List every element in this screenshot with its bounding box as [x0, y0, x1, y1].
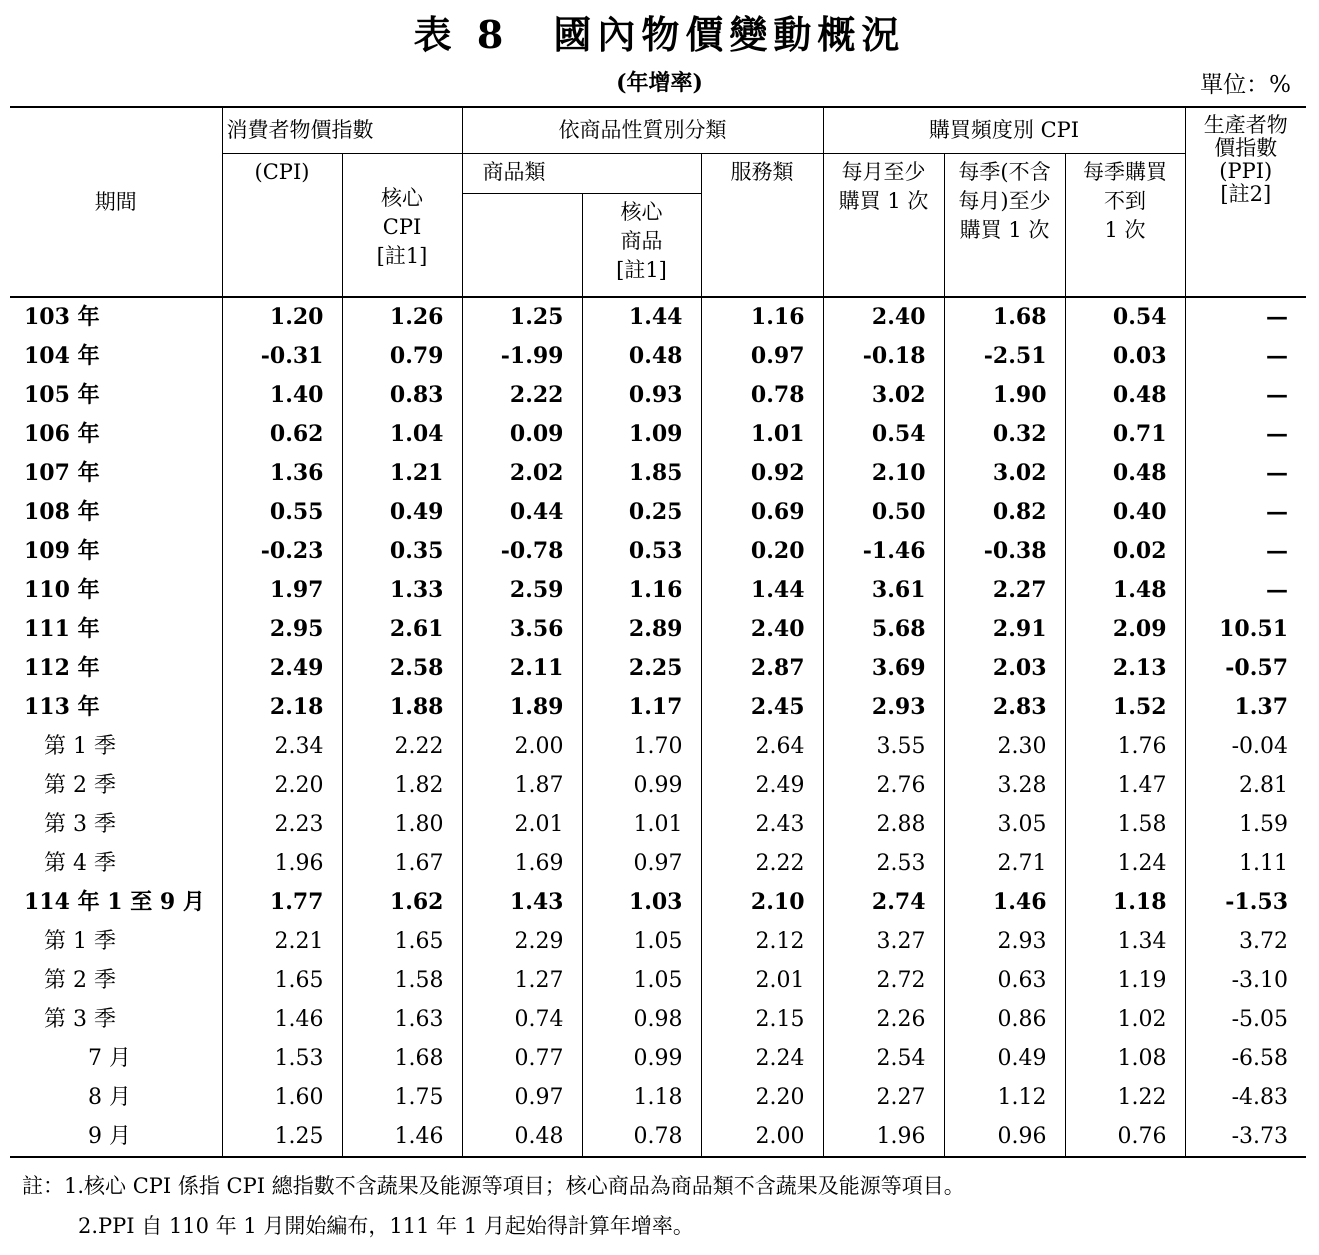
price-table [10, 106, 1306, 1158]
value-cell: 2.13 [1065, 649, 1185, 688]
value-cell: 0.32 [944, 415, 1065, 454]
value-cell: -0.78 [462, 532, 582, 571]
value-cell: 0.48 [462, 1117, 582, 1157]
value-cell: 2.71 [944, 844, 1065, 883]
table-row [10, 337, 1306, 376]
value-cell: 2.29 [462, 922, 582, 961]
value-cell: 0.74 [462, 1000, 582, 1039]
value-cell: 2.22 [701, 844, 823, 883]
value-cell: 1.24 [1065, 844, 1185, 883]
value-cell: 1.62 [342, 883, 462, 922]
value-cell: 1.04 [342, 415, 462, 454]
value-cell: 1.08 [1065, 1039, 1185, 1078]
value-cell: 0.79 [342, 337, 462, 376]
value-cell: 2.87 [701, 649, 823, 688]
value-cell: 0.48 [582, 337, 701, 376]
table-row [10, 766, 1306, 805]
value-cell: 2.43 [701, 805, 823, 844]
value-cell: 1.18 [1065, 883, 1185, 922]
period-cell: 114 年 1 至 9 月 [24, 889, 205, 915]
value-cell: 1.89 [462, 688, 582, 727]
value-cell: 2.30 [944, 727, 1065, 766]
value-cell: -2.51 [944, 337, 1065, 376]
value-cell: 2.88 [823, 805, 944, 844]
value-cell: 0.50 [823, 493, 944, 532]
value-cell: 2.40 [701, 610, 823, 649]
value-cell: 0.99 [582, 766, 701, 805]
value-cell: 1.01 [701, 415, 823, 454]
value-cell: -3.10 [1185, 961, 1306, 1000]
value-cell: 1.11 [1185, 844, 1306, 883]
value-cell: 3.72 [1185, 922, 1306, 961]
value-cell: 2.93 [944, 922, 1065, 961]
value-cell: 1.43 [462, 883, 582, 922]
value-cell: 1.02 [1065, 1000, 1185, 1039]
value-cell: 2.49 [701, 766, 823, 805]
value-cell: 1.36 [222, 454, 342, 493]
value-cell: -1.46 [823, 532, 944, 571]
header-quarterly: 每季(不含 每月)至少 購買 1 次 [944, 153, 1065, 297]
value-cell: -4.83 [1185, 1078, 1306, 1117]
value-cell: -3.73 [1185, 1117, 1306, 1157]
value-cell: 0.25 [582, 493, 701, 532]
value-cell: 2.10 [701, 883, 823, 922]
table-body [10, 297, 1306, 1157]
value-cell: 0.93 [582, 376, 701, 415]
value-cell: 1.17 [582, 688, 701, 727]
value-cell: 2.26 [823, 1000, 944, 1039]
header-cpi: (CPI) [222, 153, 342, 297]
value-cell: 2.00 [462, 727, 582, 766]
table-row [10, 493, 1306, 532]
value-cell: 0.97 [582, 844, 701, 883]
value-cell: -1.99 [462, 337, 582, 376]
period-cell: 第 2 季 [44, 773, 116, 798]
value-cell: — [1185, 454, 1306, 493]
value-cell: 1.03 [582, 883, 701, 922]
table-row [10, 961, 1306, 1000]
value-cell: 2.01 [701, 961, 823, 1000]
value-cell: 0.55 [222, 493, 342, 532]
value-cell: 1.87 [462, 766, 582, 805]
period-cell: 第 1 季 [44, 929, 116, 954]
value-cell: 0.49 [944, 1039, 1065, 1078]
value-cell: 0.99 [582, 1039, 701, 1078]
value-cell: 2.22 [462, 376, 582, 415]
period-cell: 105 年 [24, 382, 100, 408]
period-cell: 7 月 [88, 1046, 131, 1071]
table-row [10, 571, 1306, 610]
value-cell: 1.40 [222, 376, 342, 415]
value-cell: 1.70 [582, 727, 701, 766]
header-services: 服務類 [701, 153, 823, 297]
value-cell: -6.58 [1185, 1039, 1306, 1078]
period-cell: 第 2 季 [44, 968, 116, 993]
value-cell: 1.65 [342, 922, 462, 961]
header-goods-spacer [462, 193, 582, 297]
value-cell: 2.61 [342, 610, 462, 649]
value-cell: 0.53 [582, 532, 701, 571]
header-monthly: 每月至少 購買 1 次 [823, 153, 944, 297]
value-cell: 2.23 [222, 805, 342, 844]
value-cell: -1.53 [1185, 883, 1306, 922]
value-cell: 0.97 [462, 1078, 582, 1117]
value-cell: 1.68 [342, 1039, 462, 1078]
table-row [10, 532, 1306, 571]
value-cell: 1.22 [1065, 1078, 1185, 1117]
value-cell: — [1185, 415, 1306, 454]
table-row [10, 1039, 1306, 1078]
value-cell: 2.03 [944, 649, 1065, 688]
value-cell: 1.44 [582, 297, 701, 337]
table-row [10, 454, 1306, 493]
value-cell: 2.27 [823, 1078, 944, 1117]
value-cell: 2.10 [823, 454, 944, 493]
value-cell: 1.18 [582, 1078, 701, 1117]
value-cell: 3.69 [823, 649, 944, 688]
value-cell: 2.95 [222, 610, 342, 649]
value-cell: 2.15 [701, 1000, 823, 1039]
table-row [10, 922, 1306, 961]
value-cell: 2.02 [462, 454, 582, 493]
value-cell: 0.54 [823, 415, 944, 454]
period-cell: 第 4 季 [44, 851, 116, 876]
value-cell: 1.33 [342, 571, 462, 610]
value-cell: 2.45 [701, 688, 823, 727]
value-cell: 2.81 [1185, 766, 1306, 805]
value-cell: 2.93 [823, 688, 944, 727]
value-cell: 2.58 [342, 649, 462, 688]
period-cell: 103 年 [24, 304, 100, 330]
value-cell: 0.76 [1065, 1117, 1185, 1157]
header-ppi: 生產者物 價指數 (PPI) [註2] [1185, 107, 1306, 297]
value-cell: 2.89 [582, 610, 701, 649]
value-cell: 2.54 [823, 1039, 944, 1078]
value-cell: 1.59 [1185, 805, 1306, 844]
value-cell: 3.55 [823, 727, 944, 766]
value-cell: 1.88 [342, 688, 462, 727]
value-cell: 10.51 [1185, 610, 1306, 649]
value-cell: 1.82 [342, 766, 462, 805]
period-cell: 第 3 季 [44, 812, 116, 837]
value-cell: 1.76 [1065, 727, 1185, 766]
period-cell: 110 年 [24, 577, 100, 603]
value-cell: 0.63 [944, 961, 1065, 1000]
value-cell: 1.47 [1065, 766, 1185, 805]
header-core-goods: 核心 商品 [註1] [582, 193, 701, 297]
value-cell: -0.38 [944, 532, 1065, 571]
value-cell: 1.96 [823, 1117, 944, 1157]
value-cell: 1.05 [582, 922, 701, 961]
value-cell: 5.68 [823, 610, 944, 649]
period-cell: 113 年 [24, 694, 100, 720]
value-cell: -0.31 [222, 337, 342, 376]
value-cell: 2.24 [701, 1039, 823, 1078]
value-cell: 1.27 [462, 961, 582, 1000]
period-cell: 106 年 [24, 421, 100, 447]
header-core-cpi: 核心 CPI [註1] [342, 153, 462, 297]
value-cell: — [1185, 532, 1306, 571]
period-cell: 107 年 [24, 460, 100, 486]
period-cell: 第 1 季 [44, 734, 116, 759]
value-cell: 1.58 [342, 961, 462, 1000]
value-cell: 1.46 [944, 883, 1065, 922]
value-cell: -0.18 [823, 337, 944, 376]
table-row [10, 610, 1306, 649]
value-cell: 0.82 [944, 493, 1065, 532]
value-cell: -0.23 [222, 532, 342, 571]
value-cell: 1.48 [1065, 571, 1185, 610]
table-subtitle: (年增率) [616, 70, 703, 96]
page-title: 表 8 國內物價變動概況 [413, 12, 906, 57]
value-cell: 0.62 [222, 415, 342, 454]
period-cell: 108 年 [24, 499, 100, 525]
value-cell: 1.34 [1065, 922, 1185, 961]
header-cpi-group: 消費者物價指數 [222, 107, 462, 153]
header-less-than-quarterly: 每季購買 不到 1 次 [1065, 153, 1185, 297]
value-cell: 3.56 [462, 610, 582, 649]
value-cell: -5.05 [1185, 1000, 1306, 1039]
value-cell: 0.44 [462, 493, 582, 532]
period-cell: 109 年 [24, 538, 100, 564]
table-row [10, 688, 1306, 727]
value-cell: 0.97 [701, 337, 823, 376]
value-cell: 1.16 [582, 571, 701, 610]
value-cell: 2.59 [462, 571, 582, 610]
table-row [10, 1117, 1306, 1157]
value-cell: 1.20 [222, 297, 342, 337]
value-cell: 2.11 [462, 649, 582, 688]
value-cell: — [1185, 571, 1306, 610]
value-cell: 2.74 [823, 883, 944, 922]
value-cell: -0.04 [1185, 727, 1306, 766]
value-cell: — [1185, 297, 1306, 337]
value-cell: — [1185, 493, 1306, 532]
value-cell: 1.05 [582, 961, 701, 1000]
table-header [10, 107, 1306, 297]
value-cell: 2.09 [1065, 610, 1185, 649]
value-cell: 2.21 [222, 922, 342, 961]
value-cell: 2.00 [701, 1117, 823, 1157]
value-cell: 0.02 [1065, 532, 1185, 571]
value-cell: 2.64 [701, 727, 823, 766]
value-cell: 1.01 [582, 805, 701, 844]
value-cell: 3.27 [823, 922, 944, 961]
value-cell: 2.91 [944, 610, 1065, 649]
table-row [10, 844, 1306, 883]
value-cell: 3.02 [944, 454, 1065, 493]
value-cell: 0.69 [701, 493, 823, 532]
value-cell: 1.16 [701, 297, 823, 337]
table-row [10, 883, 1306, 922]
header-by-nature: 依商品性質別分類 [462, 107, 823, 153]
value-cell: 1.68 [944, 297, 1065, 337]
table-row [10, 297, 1306, 337]
table-row [10, 376, 1306, 415]
value-cell: 2.20 [701, 1078, 823, 1117]
value-cell: 1.65 [222, 961, 342, 1000]
table-row [10, 649, 1306, 688]
value-cell: 1.46 [222, 1000, 342, 1039]
value-cell: 1.97 [222, 571, 342, 610]
value-cell: 1.96 [222, 844, 342, 883]
value-cell: 0.09 [462, 415, 582, 454]
value-cell: 0.98 [582, 1000, 701, 1039]
value-cell: 0.77 [462, 1039, 582, 1078]
value-cell: 1.67 [342, 844, 462, 883]
table-row [10, 1078, 1306, 1117]
value-cell: 1.75 [342, 1078, 462, 1117]
header-period: 期間 [10, 107, 222, 297]
unit-label: 單位：% [1200, 72, 1291, 98]
value-cell: 0.48 [1065, 376, 1185, 415]
value-cell: — [1185, 337, 1306, 376]
value-cell: 0.71 [1065, 415, 1185, 454]
value-cell: 1.63 [342, 1000, 462, 1039]
period-cell: 第 3 季 [44, 1007, 116, 1032]
period-cell: 111 年 [24, 616, 100, 642]
value-cell: 2.18 [222, 688, 342, 727]
value-cell: 3.05 [944, 805, 1065, 844]
footnotes [22, 1166, 965, 1246]
header-by-frequency: 購買頻度別 CPI [823, 107, 1185, 153]
value-cell: 1.19 [1065, 961, 1185, 1000]
value-cell: 1.69 [462, 844, 582, 883]
header-goods: 商品類 [462, 153, 701, 193]
value-cell: 2.83 [944, 688, 1065, 727]
value-cell: 1.90 [944, 376, 1065, 415]
value-cell: 1.25 [222, 1117, 342, 1157]
table-row [10, 415, 1306, 454]
value-cell: 2.22 [342, 727, 462, 766]
period-cell: 112 年 [24, 655, 100, 681]
footnote-1: 註：1.核心 CPI 係指 CPI 總指數不含蔬果及能源等項目；核心商品為商品類不含蔬果及能源等項目。 [22, 1174, 965, 1198]
value-cell: 0.78 [701, 376, 823, 415]
value-cell: 3.28 [944, 766, 1065, 805]
value-cell: 2.76 [823, 766, 944, 805]
value-cell: 2.01 [462, 805, 582, 844]
value-cell: 1.26 [342, 297, 462, 337]
table-row [10, 1000, 1306, 1039]
value-cell: 0.92 [701, 454, 823, 493]
value-cell: 0.49 [342, 493, 462, 532]
value-cell: 1.77 [222, 883, 342, 922]
value-cell: 0.35 [342, 532, 462, 571]
value-cell: 0.20 [701, 532, 823, 571]
value-cell: 1.12 [944, 1078, 1065, 1117]
value-cell: 2.27 [944, 571, 1065, 610]
value-cell: 2.20 [222, 766, 342, 805]
value-cell: 2.53 [823, 844, 944, 883]
value-cell: 0.03 [1065, 337, 1185, 376]
value-cell: 2.49 [222, 649, 342, 688]
value-cell: 2.72 [823, 961, 944, 1000]
value-cell: 3.61 [823, 571, 944, 610]
value-cell: 1.58 [1065, 805, 1185, 844]
value-cell: 1.53 [222, 1039, 342, 1078]
period-cell: 9 月 [10, 1117, 222, 1157]
value-cell: 0.96 [944, 1117, 1065, 1157]
value-cell: 1.37 [1185, 688, 1306, 727]
value-cell: 2.12 [701, 922, 823, 961]
period-cell: 104 年 [24, 343, 100, 369]
value-cell: 1.44 [701, 571, 823, 610]
value-cell: 1.60 [222, 1078, 342, 1117]
value-cell: 0.78 [582, 1117, 701, 1157]
value-cell: 0.83 [342, 376, 462, 415]
value-cell: 1.25 [462, 297, 582, 337]
value-cell: 0.54 [1065, 297, 1185, 337]
value-cell: -0.57 [1185, 649, 1306, 688]
value-cell: 0.86 [944, 1000, 1065, 1039]
value-cell: 3.02 [823, 376, 944, 415]
value-cell: 1.46 [342, 1117, 462, 1157]
value-cell: 2.40 [823, 297, 944, 337]
value-cell: 1.52 [1065, 688, 1185, 727]
value-cell: 0.48 [1065, 454, 1185, 493]
value-cell: 1.09 [582, 415, 701, 454]
value-cell: 1.85 [582, 454, 701, 493]
value-cell: 2.25 [582, 649, 701, 688]
period-cell: 8 月 [88, 1085, 131, 1110]
table-row [10, 727, 1306, 766]
value-cell: 2.34 [222, 727, 342, 766]
value-cell: — [1185, 376, 1306, 415]
value-cell: 0.40 [1065, 493, 1185, 532]
value-cell: 1.21 [342, 454, 462, 493]
table-row [10, 805, 1306, 844]
footnote-2: 2.PPI 自 110 年 1 月開始編布，111 年 1 月起始得計算年增率。 [78, 1214, 694, 1238]
value-cell: 1.80 [342, 805, 462, 844]
